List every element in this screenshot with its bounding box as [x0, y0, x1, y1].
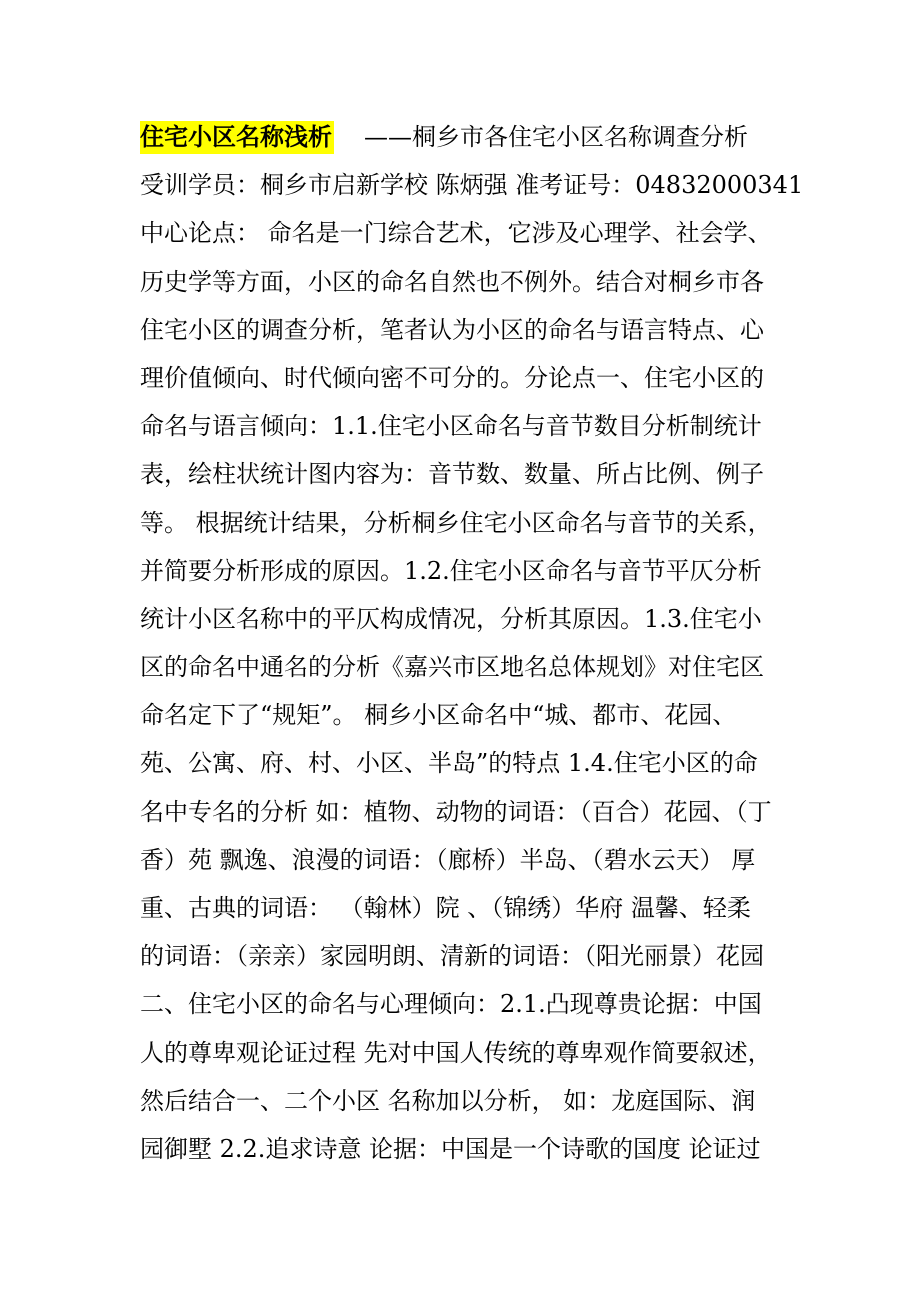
title-line — [140, 113, 800, 161]
body-line: 等。 根据统计结果，分析桐乡住宅小区命名与音节的关系， — [140, 508, 772, 537]
body-line: 香）苑 飘逸、浪漫的词语：（廊桥）半岛、（碧水云天） 厚 — [140, 845, 756, 874]
body-line: 并简要分析形成的原因。1.2.住宅小区命名与音节平仄分析 — [140, 556, 762, 585]
body-line: 历史学等方面，小区的命名自然也不例外。结合对桐乡市各 — [140, 267, 764, 296]
body-line: 统计小区名称中的平仄构成情况，分析其原因。1.3.住宅小 — [140, 604, 762, 633]
body-line: 苑、公寓、府、村、小区、半岛”的特点 1.4.住宅小区的命 — [140, 749, 758, 778]
document-subtitle: ——桐乡市各住宅小区名称调查分析 — [364, 123, 748, 151]
body-line: 二、住宅小区的命名与心理倾向：2.1.凸现尊贵论据：中国 — [140, 990, 762, 1019]
body-line: 命名与语言倾向：1.1.住宅小区命名与音节数目分析制统计 — [140, 412, 762, 441]
body-line: 理价值倾向、时代倾向密不可分的。分论点一、住宅小区的 — [140, 363, 764, 392]
body-line: 区的命名中通名的分析《嘉兴市区地名总体规划》对住宅区 — [140, 653, 764, 682]
body-line: 表，绘柱状统计图内容为：音节数、数量、所占比例、例子 — [140, 460, 764, 489]
body-line: 园御墅 2.2.追求诗意 论据：中国是一个诗歌的国度 论证过 — [140, 1134, 761, 1163]
document-body — [140, 113, 804, 1173]
body-line: 名中专名的分析 如：植物、动物的词语：（百合）花园、（丁 — [140, 797, 772, 826]
body-line: 受训学员：桐乡市启新学校 陈炳强 准考证号：04832000341 — [140, 171, 804, 200]
body-line: 重、古典的词语： （翰林）院 、（锦绣）华府 温馨、轻柔 — [140, 894, 751, 922]
body-line: 命名定下了“规矩”。 桐乡小区命名中“城、都市、花园、 — [140, 701, 737, 730]
body-line: 然后结合一、二个小区 名称加以分析， 如：龙庭国际、润 — [140, 1086, 756, 1115]
body-line: 中心论点： 命名是一门综合艺术，它涉及心理学、社会学、 — [140, 219, 772, 248]
document-title: 住宅小区名称浅析 — [140, 121, 334, 154]
body-line: 的词语：（亲亲）家园明朗、清新的词语：（阳光丽景）花园 — [140, 942, 764, 971]
body-line: 人的尊卑观论证过程 先对中国人传统的尊卑观作简要叙述， — [140, 1038, 772, 1067]
body-line: 住宅小区的调查分析，笔者认为小区的命名与语言特点、心 — [140, 315, 764, 344]
